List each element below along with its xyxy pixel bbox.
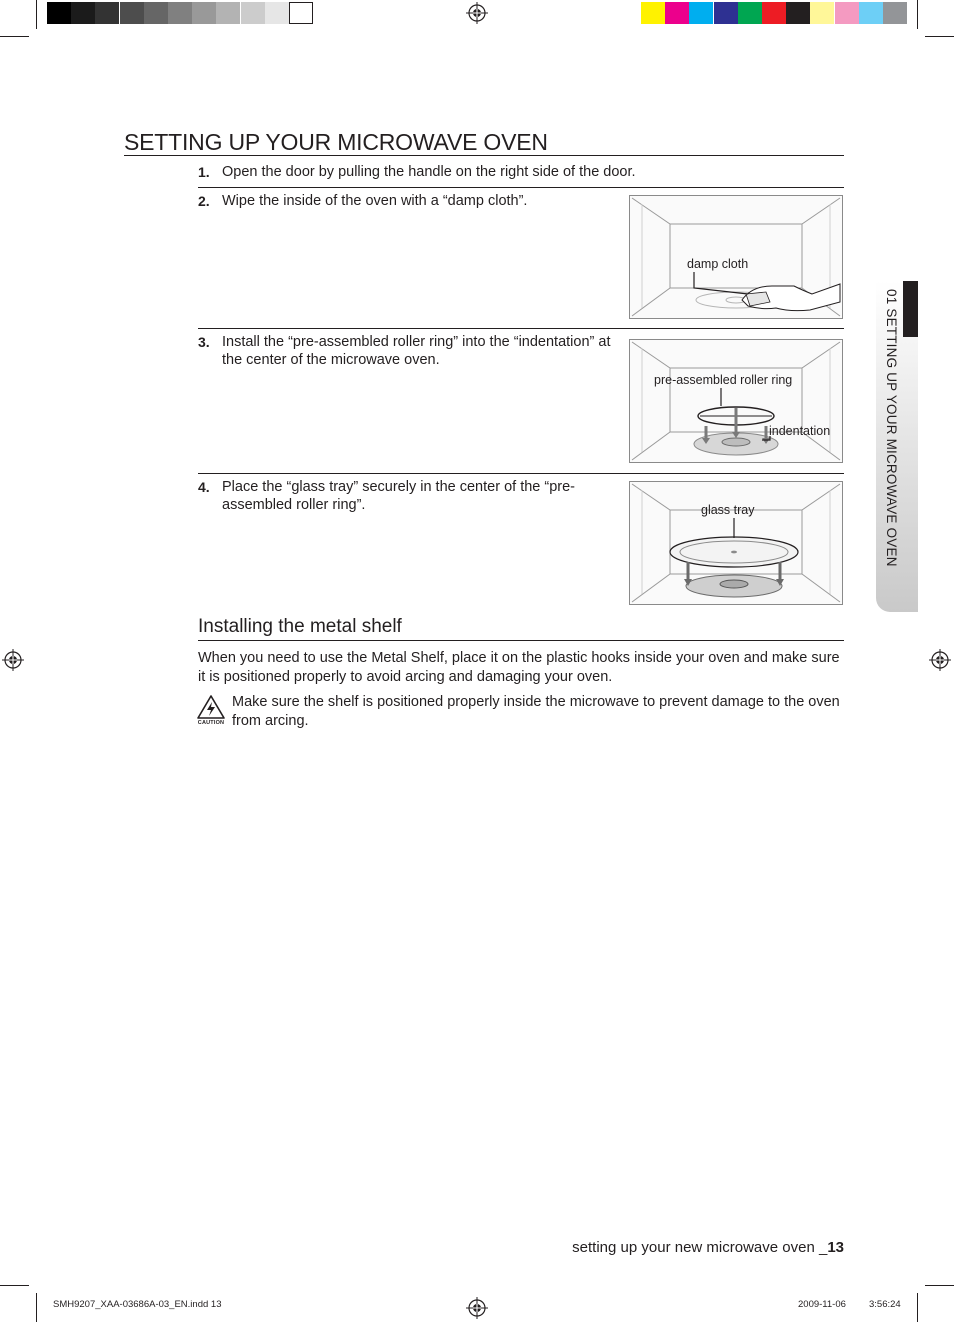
color-swatch [714,2,738,24]
grey-swatch [168,2,192,24]
crop-mark [36,0,37,29]
slug-time: 3:56:24 [869,1299,901,1310]
crop-mark [917,0,918,29]
registration-mark-icon [2,649,24,671]
color-swatch [665,2,689,24]
indentation-label: indentation [769,424,831,438]
step-number: 2. [198,193,210,209]
crop-mark [0,36,29,37]
step-text: Place the “glass tray” securely in the center of the “pre-assembled roller ring”. [222,479,575,513]
step-divider [198,328,844,329]
roller-ring-install-icon [630,340,842,462]
caution-text: Make sure the shelf is positioned properly inside the microwave to prevent damage to the oven from arcing. [232,694,840,729]
grey-swatch [289,2,313,24]
color-swatch [810,2,834,24]
step-divider [198,473,844,474]
grey-swatch [192,2,216,24]
color-swatch [786,2,810,24]
crop-mark [0,1285,29,1286]
step-text: Open the door by pulling the handle on the right side of the door. [222,164,636,180]
color-swatch [859,2,883,24]
step-text: Wipe the inside of the oven with a “damp cloth”. [222,193,528,209]
grey-swatch [71,2,95,24]
grey-swatch [216,2,240,24]
color-swatch [689,2,713,24]
step-number: 3. [198,334,210,350]
grey-swatch [47,2,71,24]
section-body: When you need to use the Metal Shelf, place it on the plastic hooks inside your oven and make sure it is positioned properly to avoid arcing and damaging your oven. [198,650,840,685]
glass-tray-label: glass tray [701,503,755,517]
step-number: 4. [198,479,210,495]
crop-mark [925,1285,954,1286]
caution-label: CAUTION [197,720,225,726]
grey-swatch [241,2,265,24]
step-number: 1. [198,164,210,180]
damp-cloth-label: damp cloth [687,257,749,271]
footer-text: setting up your new microwave oven _ [572,1239,828,1256]
color-swatch [641,2,665,24]
glass-tray-illustration [629,481,843,605]
grey-swatch [95,2,119,24]
registration-mark-icon [466,2,488,24]
page-title: SETTING UP YOUR MICROWAVE OVEN [124,129,548,155]
roller-ring-label: pre-assembled roller ring [654,373,793,387]
caution-triangle-icon [194,694,228,720]
crop-mark [917,1293,918,1322]
roller-ring-illustration [629,339,843,463]
caution-badge [194,694,228,728]
grey-swatch [120,2,144,24]
step-divider [198,187,844,188]
crop-mark [36,1293,37,1322]
section-title: Installing the metal shelf [198,616,402,637]
step-text: Install the “pre-assembled roller ring” into the “indentation” at the center of the microwave oven. [222,334,611,368]
page-footer [572,1239,844,1256]
title-divider [124,155,844,156]
crop-mark [925,36,954,37]
color-swatch [883,2,907,24]
side-tab-marker [903,281,918,337]
slug-file: SMH9207_XAA-03686A-03_EN.indd 13 [53,1299,222,1310]
color-swatch [738,2,762,24]
grey-swatch [144,2,168,24]
glass-tray-install-icon [630,482,842,604]
damp-cloth-illustration [629,195,843,319]
page-number: 13 [827,1239,844,1256]
section-divider [198,640,844,641]
color-swatch [762,2,786,24]
grey-swatch [265,2,289,24]
color-swatch [835,2,859,24]
registration-mark-icon [466,1297,488,1319]
side-tab-label: 01 SETTING UP YOUR MICROWAVE OVEN [884,289,899,567]
registration-mark-icon [929,649,951,671]
slug-date: 2009-11-06 [798,1299,846,1310]
